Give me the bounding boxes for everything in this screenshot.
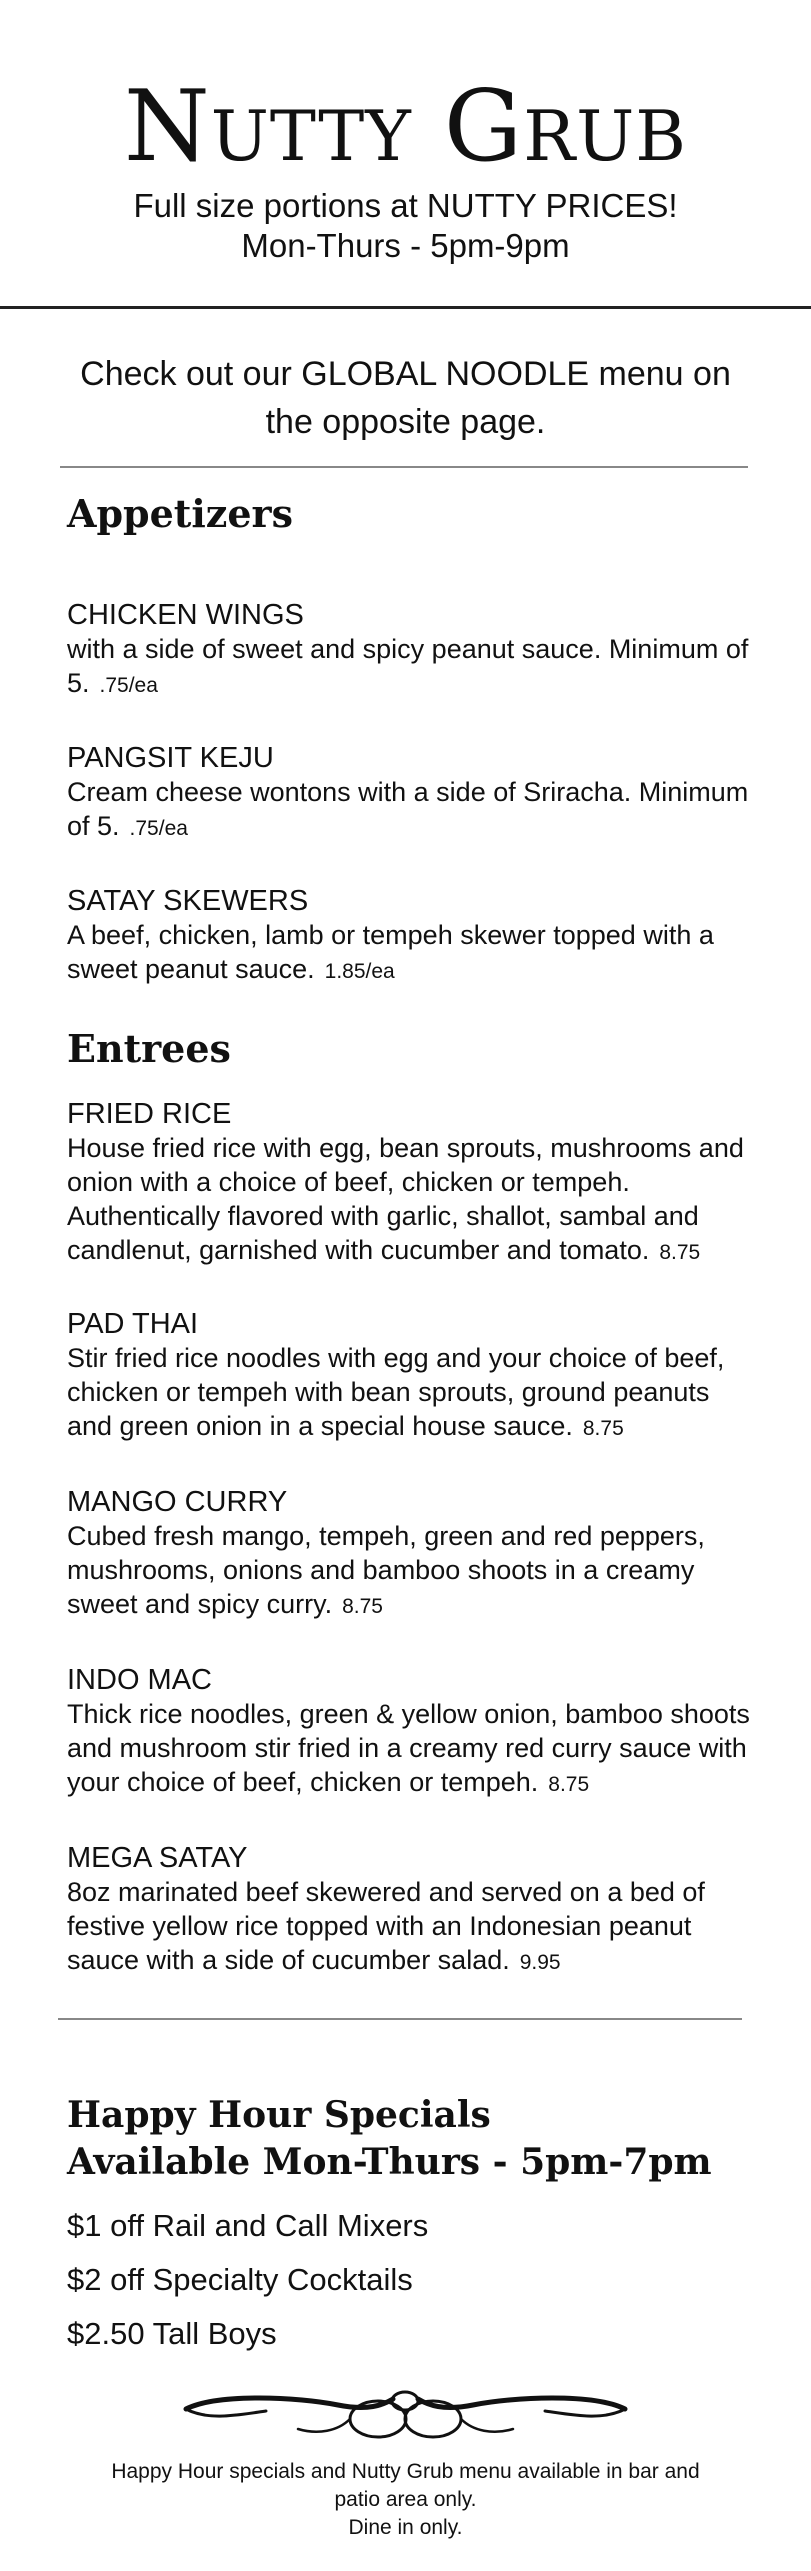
item-description: with a side of sweet and spicy peanut sauce. Minimum of 5. bbox=[67, 634, 749, 698]
flourish-ornament-icon bbox=[178, 2375, 633, 2445]
item-description: Cubed fresh mango, tempeh, green and red peppers, mushrooms, onions and bamboo shoots in a creamy sweet and spicy curry. bbox=[67, 1521, 705, 1619]
item-price: 8.75 bbox=[659, 1241, 701, 1264]
section-divider bbox=[60, 466, 748, 468]
happy-hour-hours: Available Mon-Thurs - 5pm-7pm bbox=[67, 2141, 712, 2183]
menu-item-chicken-wings bbox=[67, 598, 757, 700]
item-description: House fried rice with egg, bean sprouts, mushrooms and onion with a choice of beef, chicken or tempeh. Authentically flavored with garlic, shallot, sambal and candlenut, garnished with cucumber and tomato. bbox=[67, 1133, 744, 1265]
item-description: Stir fried rice noodles with egg and your choice of beef, chicken or tempeh with bean sprouts, ground peanuts and green onion in a special house sauce. bbox=[67, 1343, 725, 1441]
item-description: A beef, chicken, lamb or tempeh skewer topped with a sweet peanut sauce. bbox=[67, 920, 714, 984]
global-noodle-note: Check out our GLOBAL NOODLE menu on the opposite page. bbox=[80, 355, 731, 441]
item-price: .75/ea bbox=[99, 674, 158, 697]
footer-note-dine-in: Dine in only. bbox=[348, 2516, 463, 2539]
item-description: 8oz marinated beef skewered and served on a bed of festive yellow rice topped with an Indonesian peanut sauce with a side of cucumber salad. bbox=[67, 1877, 705, 1975]
menu-item-satay-skewers bbox=[67, 884, 757, 986]
menu-item-indo-mac bbox=[67, 1663, 757, 1799]
item-price: 8.75 bbox=[342, 1595, 383, 1618]
item-description: Thick rice noodles, green & yellow onion, bamboo shoots and mushroom stir fried in a creamy red curry sauce with your choice of beef, chicken or tempeh. bbox=[67, 1699, 750, 1797]
item-name: SATAY SKEWERS bbox=[67, 885, 309, 917]
page-title: Nutty Grub bbox=[123, 70, 688, 184]
item-name: FRIED RICE bbox=[67, 1098, 232, 1130]
section-divider bbox=[58, 2018, 742, 2020]
entrees-heading: Entrees bbox=[67, 1026, 231, 1071]
item-price: .75/ea bbox=[129, 817, 188, 840]
menu-item-pad-thai bbox=[67, 1307, 757, 1443]
header-divider bbox=[0, 306, 811, 309]
happy-hour-heading: Happy Hour Specials bbox=[67, 2094, 491, 2136]
special-tall-boys: $2.50 Tall Boys bbox=[67, 2316, 277, 2351]
menu-item-mega-satay bbox=[67, 1841, 757, 1977]
item-name: MANGO CURRY bbox=[67, 1486, 288, 1518]
item-price: 1.85/ea bbox=[324, 960, 395, 983]
item-name: INDO MAC bbox=[67, 1664, 212, 1696]
item-name: MEGA SATAY bbox=[67, 1842, 248, 1874]
menu-item-mango-curry bbox=[67, 1485, 757, 1621]
item-price: 8.75 bbox=[548, 1773, 590, 1796]
special-cocktails: $2 off Specialty Cocktails bbox=[67, 2262, 413, 2297]
item-name: PANGSIT KEJU bbox=[67, 742, 274, 774]
menu-item-pangsit-keju bbox=[67, 741, 757, 843]
item-name: PAD THAI bbox=[67, 1308, 199, 1340]
item-name: CHICKEN WINGS bbox=[67, 599, 304, 631]
menu-item-fried-rice bbox=[67, 1097, 757, 1267]
footer-note-availability: Happy Hour specials and Nutty Grub menu available in bar and bbox=[111, 2460, 700, 2483]
special-rail-mixers: $1 off Rail and Call Mixers bbox=[67, 2208, 429, 2243]
appetizers-heading: Appetizers bbox=[67, 491, 293, 536]
item-price: 8.75 bbox=[582, 1417, 624, 1440]
footer-note-area: patio area only. bbox=[334, 2488, 477, 2511]
subtitle-hours: Mon-Thurs - 5pm-9pm bbox=[241, 227, 570, 264]
item-description: Cream cheese wontons with a side of Sriracha. Minimum of 5. bbox=[67, 777, 749, 841]
item-price: 9.95 bbox=[519, 1951, 561, 1974]
subtitle-promo: Full size portions at NUTTY PRICES! bbox=[133, 187, 678, 224]
